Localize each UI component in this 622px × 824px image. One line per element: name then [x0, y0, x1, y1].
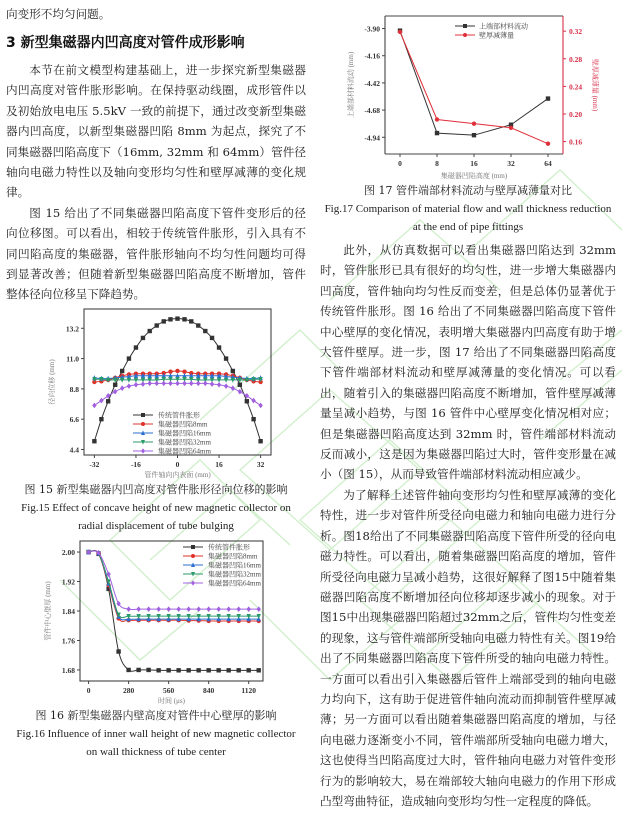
data-point [168, 317, 172, 321]
y-tick-label-right: 0.24 [569, 82, 583, 92]
data-point [236, 606, 240, 612]
data-point [134, 382, 138, 388]
y-tick-label-right: 0.16 [569, 137, 583, 147]
section-paragraph-2: 图 15 给出了不同集磁器凹陷高度下管件变形后的径向位移图。可以看出，相较于传统管件胀形，引入具有不同凹陷高度的集磁器，管件胀形轴向不均匀性问题均可得到显著改善；但随着新型集磁器凹陷高度不断增加，管件整体径向位移呈下降趋势。 [6, 205, 306, 302]
data-point [127, 356, 131, 360]
legend-entry: 集磁器凹陷16mm [208, 561, 261, 570]
data-point [136, 668, 140, 672]
data-point [156, 668, 160, 672]
data-point [141, 336, 145, 340]
figure-16-caption-cn: 图 16 新型集磁器内壁高度对管件中心壁厚的影响 [35, 708, 277, 722]
x-tick-label: 280 [122, 685, 135, 695]
data-point [435, 117, 439, 121]
data-point [148, 380, 152, 386]
data-point [166, 606, 170, 612]
data-point [191, 554, 195, 558]
figure-15-caption-en-line1: Fig.15 Effect of concave height of new magnetic collector on [21, 501, 291, 514]
data-point [141, 381, 145, 387]
data-point [247, 606, 251, 612]
x-tick-label: 32 [256, 459, 265, 469]
data-point [182, 380, 186, 386]
data-point [238, 382, 242, 386]
data-point [141, 413, 145, 417]
legend-entry: 集磁器凹陷32mm [158, 438, 211, 447]
data-point [92, 439, 96, 443]
legend [133, 410, 211, 455]
data-point [210, 381, 214, 387]
data-point [155, 380, 159, 386]
data-point [196, 323, 200, 327]
data-point [238, 389, 242, 395]
data-point [116, 649, 120, 653]
figure-15-caption-en-line2: radial displacement of tube bulging [78, 519, 234, 532]
data-point [226, 668, 230, 672]
y-tick-label-left: -4.42 [364, 78, 380, 88]
legend-entry: 传统管件胀形 [208, 543, 250, 552]
x-tick-label: 840 [203, 685, 215, 695]
data-point [99, 417, 103, 421]
legend-entry: 集磁器凹陷16mm [158, 429, 211, 438]
data-point [226, 606, 230, 612]
y-axis-label: 管件中心壁厚 (mm) [44, 581, 52, 641]
y-axis-label: 径向位移 (mm) [48, 359, 56, 405]
data-point [245, 399, 249, 403]
data-point [126, 606, 130, 612]
data-point [257, 668, 261, 672]
data-point [166, 668, 170, 672]
figure-16-caption-en-line2: on wall thickness of tube center [86, 745, 226, 758]
y-tick-label: 6.6 [69, 415, 79, 425]
data-point [113, 382, 117, 386]
legend-entry: 集磁器凹陷32mm [208, 570, 261, 579]
right-paragraph-1: 此外，从仿真数据可以看出集磁器凹陷达到 32mm 时，管件胀形已具有很好的均匀性，进一步增大集磁器内凹高度，管件轴向均匀性反而变差，但是总体仍显著优于传统管件胀形。图 16 给出了不同集磁器凹陷高度下管件中心壁厚的变化情况，表明增大集磁器内凹高度有助于增大管件壁厚。进一步，图 17 给出了不同集磁器凹陷高度下管件端部材料流动和壁厚减薄量的变化情况。可以看出，随着引入的集磁器凹陷高度不断增加，管件壁厚减薄量呈减小趋势，与图 16 管件中心壁厚变化情况相对应；但是集磁器凹陷高度达到 32mm 时，管件端部材料流动反而减小，这是因为集磁器凹陷过大时，管件变形量在减小（图 15），从而导致管件端部材料流动相应减少。 [320, 243, 616, 482]
figure-17-caption-en-line2: at the end of pipe fittings [412, 221, 524, 233]
figure-17-chart [337, 4, 599, 182]
data-point [435, 131, 439, 135]
data-point [196, 668, 200, 672]
y-tick-label: 1.68 [61, 665, 75, 675]
y-tick-label-right: 0.20 [569, 109, 583, 119]
data-point [146, 668, 150, 672]
data-point [398, 30, 402, 34]
y-tick-label-left: -4.68 [364, 106, 380, 116]
data-point [92, 402, 96, 408]
x-tick-label: 16 [215, 459, 223, 469]
data-point [224, 356, 228, 360]
right-column [320, 4, 616, 811]
data-point [182, 317, 186, 321]
intro-line: 向变形不均匀问题。 [6, 7, 111, 21]
figure-15-chart [31, 305, 281, 481]
y-tick-label: 11.0 [66, 354, 79, 364]
data-point [206, 668, 210, 672]
data-point [168, 380, 172, 386]
data-point [189, 319, 193, 323]
legend-entry: 壁厚减薄量 [479, 31, 514, 40]
data-point [141, 422, 145, 426]
data-point [162, 380, 166, 386]
figure-17-caption-cn: 图 17 管件端部材料流动与壁厚减薄量对比 [364, 184, 572, 197]
y-tick-label-left: -3.90 [364, 24, 380, 34]
series-line [94, 383, 260, 405]
y-tick-label: 13.2 [65, 324, 79, 334]
data-point [203, 329, 207, 333]
y-axis-label-left: 上端部材料流动 (mm) [347, 51, 355, 119]
legend [183, 542, 261, 587]
data-point [216, 668, 220, 672]
data-point [217, 345, 221, 349]
data-point [258, 402, 262, 408]
legend-entry: 集磁器凹陷64mm [158, 447, 211, 456]
legend-entry: 集磁器凹陷64mm [208, 579, 261, 588]
y-tick-label-right: 0.28 [569, 54, 583, 64]
x-tick-label: 16 [470, 159, 478, 168]
y-tick-label: 2.00 [61, 547, 75, 557]
y-axis-label-right: 壁厚减薄量 (mm) [591, 58, 599, 112]
data-point [176, 606, 180, 612]
section-heading: 3 新型集磁器内凹高度对管件成形影响 [6, 35, 245, 51]
data-point [472, 121, 476, 125]
x-axis-label: 时间 (μs) [158, 696, 185, 705]
data-point [186, 668, 190, 672]
y-tick-label: 8.8 [69, 384, 79, 394]
data-point [175, 380, 179, 386]
y-tick-label: 1.76 [61, 636, 75, 646]
data-point [206, 606, 210, 612]
data-point [509, 126, 513, 130]
data-point [186, 606, 190, 612]
data-point [472, 133, 476, 137]
data-point [210, 336, 214, 340]
y-tick-label-left: -4.94 [364, 133, 380, 143]
data-point [224, 383, 228, 389]
data-point [217, 382, 221, 388]
data-point [216, 606, 220, 612]
data-point [175, 316, 179, 320]
y-tick-label-left: -4.16 [364, 51, 380, 61]
data-point [196, 380, 200, 386]
right-paragraph-2: 为了解释上述管件轴向变形均匀性和壁厚减薄的变化特性，进一步对管件所受径向电磁力和轴向电磁力进行分析。图18给出了不同集磁器凹陷高度下管件所受的径向电磁力特性。可以看出，随着集磁器凹陷高度的增加，管件所受径向电磁力呈减小趋势，这很好解释了图15中随着集磁器凹陷高度不断增加径向位移却逐步减小的现象。对于图15中出现集磁器凹陷超过32mm之后，管件均匀性变差的现象，这与管件端部所受轴向电磁力特性有关。图19给出了不同集磁器凹陷高度下管件所受的轴向电磁力特性。一方面可以看出引入集磁器后管件上端部受到的轴向电磁力均向下，这有助于促进管件轴向流动而抑制管件壁厚减薄；另一方面可以看出随着集磁器凹陷高度的增加，与径向电磁力逐渐变小不同，管件端部所受轴向电磁力增大，这也使得当凹陷高度过大时，管件轴向电磁力对管件变形行为的影响较大，易在端部较大轴向电磁力的作用下形成凸型弯曲特征，造成轴向变形均匀性一定程度的降低。 [320, 487, 616, 808]
data-point [155, 323, 159, 327]
series-上端部材料流动 [398, 28, 550, 137]
data-point [236, 668, 240, 672]
data-point [120, 385, 124, 391]
x-tick-label: 32 [507, 159, 515, 168]
x-tick-label: -16 [130, 459, 141, 469]
data-point [546, 141, 550, 145]
data-point [134, 345, 138, 349]
y-tick-label-right: 0.32 [569, 27, 583, 37]
data-point [148, 329, 152, 333]
data-point [231, 385, 235, 391]
data-point [463, 24, 467, 28]
x-tick-label: 560 [163, 685, 175, 695]
data-point [189, 380, 193, 386]
data-point [175, 369, 179, 373]
x-axis-label: 集磁器凹陷高度 (mm) [440, 172, 508, 180]
data-point [196, 606, 200, 612]
data-point [106, 399, 110, 403]
figure-15-caption-cn: 图 15 新型集磁器内凹高度对管件胀形径向位移的影响 [24, 482, 288, 496]
section-paragraph-1: 本节在前文模型构建基础上，进一步探究新型集磁器内凹高度对管件胀形影响。在保持驱动线圈，成形管件以及初始放电电压 5.5kV 一致的前提下，通过改变新型集磁器内凹高度，以新型集磁器凹陷 8mm 为起点，探究了不同集磁器凹陷高度下（16mm, 32mm 和 64mm）管件径轴向电磁力特性以及轴向变形均匀性和壁厚减薄的变化规律。 [6, 63, 306, 200]
data-point [120, 369, 124, 373]
data-point [191, 545, 195, 549]
legend [455, 22, 528, 40]
y-tick-label: 1.92 [61, 577, 75, 587]
data-point [203, 380, 207, 386]
x-tick-label: 0 [86, 685, 91, 695]
x-tick-label: 8 [435, 159, 439, 168]
figure-16-caption-en-line1: Fig.16 Influence of inner wall height of new magnetic collector [16, 727, 296, 740]
data-point [247, 668, 251, 672]
x-tick-label: 1120 [241, 685, 256, 695]
data-point [99, 398, 103, 404]
y-tick-label: 1.84 [61, 606, 75, 616]
data-point [258, 439, 262, 443]
data-point [176, 668, 180, 672]
data-point [162, 319, 166, 323]
legend-entry: 集磁器凹陷8mm [158, 420, 208, 429]
data-point [126, 668, 130, 672]
series-line [400, 32, 548, 144]
data-point [141, 448, 145, 453]
data-point [546, 96, 550, 100]
data-point [113, 389, 117, 395]
data-point [156, 606, 160, 612]
data-point [231, 369, 235, 373]
data-point [257, 606, 261, 612]
series-集磁器凹陷64mm [92, 380, 263, 408]
legend-entry: 上端部材料流动 [479, 22, 528, 31]
data-point [146, 606, 150, 612]
data-point [251, 398, 255, 404]
left-column [6, 4, 306, 761]
x-tick-label: 0 [175, 459, 180, 469]
x-tick-label: 0 [398, 159, 402, 168]
y-tick-label: 4.4 [69, 445, 79, 455]
legend-entry: 传统管件胀形 [158, 411, 200, 420]
data-point [136, 606, 140, 612]
data-point [251, 417, 255, 421]
legend-entry: 集磁器凹陷8mm [208, 552, 258, 561]
x-axis-label: 管件轴向内表面 (mm) [144, 470, 211, 479]
figure-16-chart [35, 535, 277, 707]
data-point [191, 580, 195, 585]
data-point [127, 383, 131, 389]
x-tick-label: 64 [544, 159, 552, 168]
series-line [400, 31, 548, 136]
x-tick-label: -32 [89, 459, 100, 469]
figure-17-caption-en-line1: Fig.17 Comparison of material flow and wall thickness reduction [324, 203, 612, 215]
data-point [463, 33, 467, 37]
